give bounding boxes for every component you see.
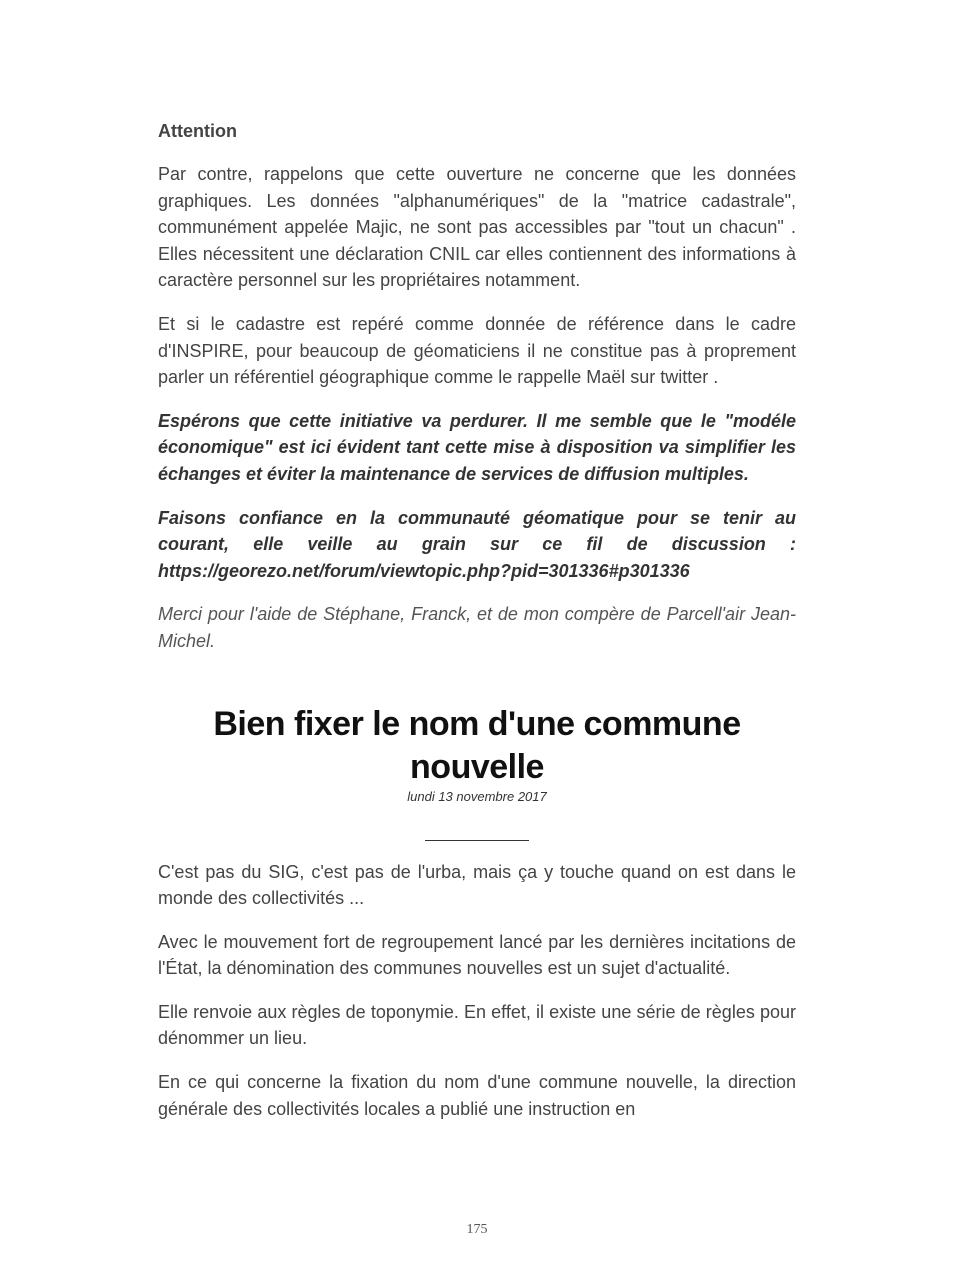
paragraph-emphasis-initiative: Espérons que cette initiative va perdurer. Il me semble que le "modéle économique" est ici évident tant cette mise à disposition va simplifier les échanges et éviter la maintenance de services de diffusion multiples. [158, 410, 796, 484]
paragraph-majic: Par contre, rappelons que cette ouverture ne concerne que les données graphiques. Les données "alphanumériques" de la "matrice cadastrale", communément appelée Majic, ne sont pas accessibles par "tout un chacun" . Elles nécessitent une déclaration CNIL car elles contiennent des informations à caractère personnel sur les propriétaires notamment. [158, 164, 796, 291]
page-content [158, 118, 796, 1139]
paragraph-inspire: Et si le cadastre est repéré comme donnée de référence dans le cadre d'INSPIRE, pour beaucoup de géomaticiens il ne constitue pas à proprement parler un référentiel géographique comme le rappelle Maël sur twitter . [158, 313, 796, 388]
paragraph-thanks: Merci pour l'aide de Stéphane, Franck, et de mon compère de Parcell'air Jean-Michel. [158, 604, 796, 651]
article-title: Bien fixer le nom d'une commune nouvelle [213, 704, 741, 786]
title-separator [425, 840, 529, 841]
article-paragraph: En ce qui concerne la fixation du nom d'une commune nouvelle, la direction générale des collectivités locales a publié une instruction en [158, 1072, 796, 1119]
paragraph-emphasis-community: Faisons confiance en la communauté géomatique pour se tenir au courant, elle veille au grain sur ce fil de discussion : https://georezo.net/forum/viewtopic.php?pid=301336#p301336 [158, 507, 796, 581]
page-number: 175 [466, 1222, 488, 1237]
article-paragraph: Elle renvoie aux règles de toponymie. En effet, il existe une série de règles pour dénommer un lieu. [158, 1001, 796, 1049]
attention-heading: Attention [158, 121, 237, 141]
article-date: lundi 13 novembre 2017 [407, 788, 547, 804]
article-paragraph: C'est pas du SIG, c'est pas de l'urba, mais ça y touche quand on est dans le monde des collectivités ... [158, 861, 796, 909]
article-paragraph: Avec le mouvement fort de regroupement lancé par les dernières incitations de l'État, la dénomination des communes nouvelles est un sujet d'actualité. [158, 931, 796, 979]
